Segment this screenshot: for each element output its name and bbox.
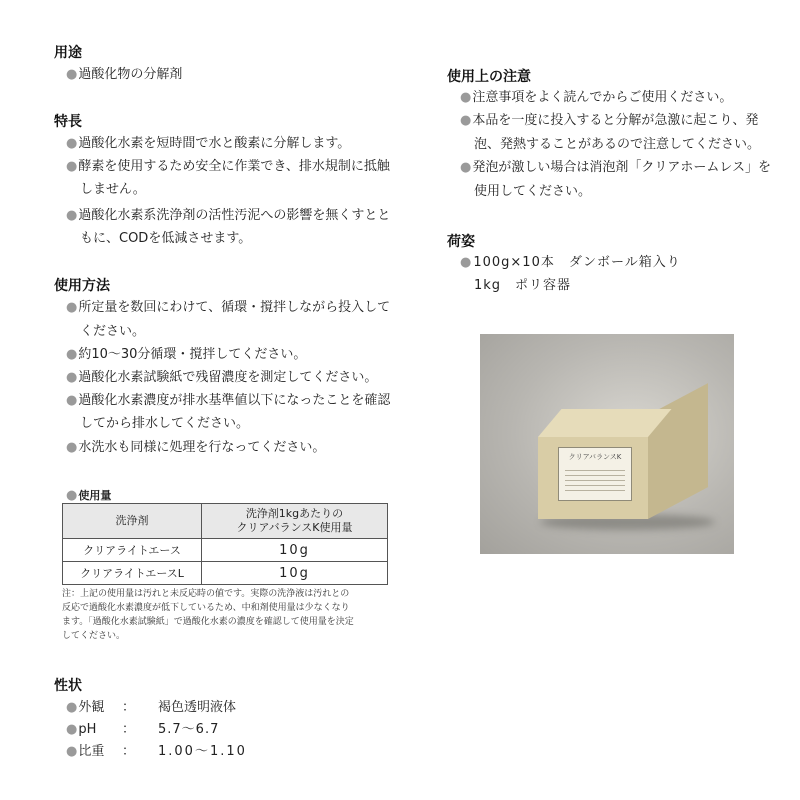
caution-line: 使用してください。 <box>474 184 592 199</box>
property-label: ●pH <box>66 722 97 737</box>
method-line: ●約10～30分循環・撹拌してください。 <box>66 347 307 362</box>
property-row <box>66 722 219 738</box>
method-line: ●過酸化水素濃度が排水基準値以下になったことを確認 <box>66 393 391 408</box>
caution-line: ●本品を一度に投入すると分解が急激に起こり、発 <box>460 113 759 128</box>
table-note-line: してください。 <box>62 631 126 641</box>
properties-heading: 性状 <box>54 678 82 694</box>
box-product-label <box>558 447 632 501</box>
table-header-amount-line1: 洗浄剤1kgあたりの <box>245 507 344 520</box>
table-note-line: 反応で過酸化水素濃度が低下しているため、中和剤使用量は少なくなり <box>62 603 350 613</box>
usage-amount-title: ●使用量 <box>66 488 112 503</box>
property-separator: ： <box>122 700 136 715</box>
property-label: ●比重 <box>66 744 105 759</box>
features-line: ●酵素を使用するため安全に作業でき、排水規制に抵触 <box>66 159 390 174</box>
caution-heading: 使用上の注意 <box>447 69 531 85</box>
table-row <box>63 562 388 585</box>
method-heading: 使用方法 <box>54 278 110 294</box>
table-header-cleaner: 洗浄剤 <box>63 504 202 539</box>
features-line: もに、CODを低減させます。 <box>80 231 252 246</box>
packaging-line: ●100g×10本 ダンボール箱入り <box>460 255 681 270</box>
box-side-face <box>648 383 708 519</box>
method-line: ください。 <box>80 324 146 339</box>
table-note-line: ます。「過酸化水素試験紙」で過酸化水素の濃度を確認して使用量を決定 <box>62 617 354 627</box>
table-header-row <box>63 504 388 539</box>
features-line: ●過酸化水素を短時間で水と酸素に分解します。 <box>66 136 351 151</box>
table-header-amount-line2: クリアバランスK使用量 <box>236 521 353 534</box>
property-separator: ： <box>122 744 136 759</box>
method-line: してから排水してください。 <box>80 416 250 431</box>
usage-heading: 用途 <box>54 45 82 61</box>
property-value: 5.7～6.7 <box>158 722 220 737</box>
table-cell-amount: 10g <box>202 539 388 562</box>
packaging-heading: 荷姿 <box>447 234 475 250</box>
table-note-line: 注：上記の使用量は汚れと未反応時の値です。実際の洗浄液は汚れとの <box>62 589 350 599</box>
table-header-amount <box>202 504 388 539</box>
box-top-face <box>538 409 671 437</box>
method-line: ●所定量を数回にわけて、循環・撹拌しながら投入して <box>66 300 391 315</box>
product-photo <box>480 334 734 554</box>
features-heading: 特長 <box>54 114 82 130</box>
box-label-text-lines <box>565 466 625 492</box>
packaging-line: 1kg ポリ容器 <box>474 278 572 293</box>
caution-line: 泡、発熱することがあるので注意してください。 <box>474 137 761 152</box>
property-value: 1.00～1.10 <box>158 744 247 759</box>
property-value: 褐色透明液体 <box>158 700 237 715</box>
table-row <box>63 539 388 562</box>
caution-line: ●発泡が激しい場合は消泡剤「クリアホームレス」を <box>460 160 771 175</box>
usage-amount-table <box>62 503 388 585</box>
property-label: ●外観 <box>66 700 105 715</box>
property-row <box>66 700 236 716</box>
property-row <box>66 744 247 760</box>
box-label-title: クリアバランスK <box>568 453 622 461</box>
features-line: ●過酸化水素系洗浄剤の活性汚泥への影響を無くすとと <box>66 208 391 223</box>
property-separator: ： <box>122 722 136 737</box>
method-line: ●水洗水も同様に処理を行なってください。 <box>66 440 326 455</box>
features-line: しません。 <box>80 182 146 197</box>
table-cell-cleaner: クリアライトエースL <box>63 562 202 585</box>
caution-line: ●注意事項をよく読んでからご使用ください。 <box>460 90 733 105</box>
method-line: ●過酸化水素試験紙で残留濃度を測定してください。 <box>66 370 378 385</box>
usage-line: ●過酸化物の分解剤 <box>66 67 183 82</box>
table-cell-amount: 10g <box>202 562 388 585</box>
table-cell-cleaner: クリアライトエース <box>63 539 202 562</box>
